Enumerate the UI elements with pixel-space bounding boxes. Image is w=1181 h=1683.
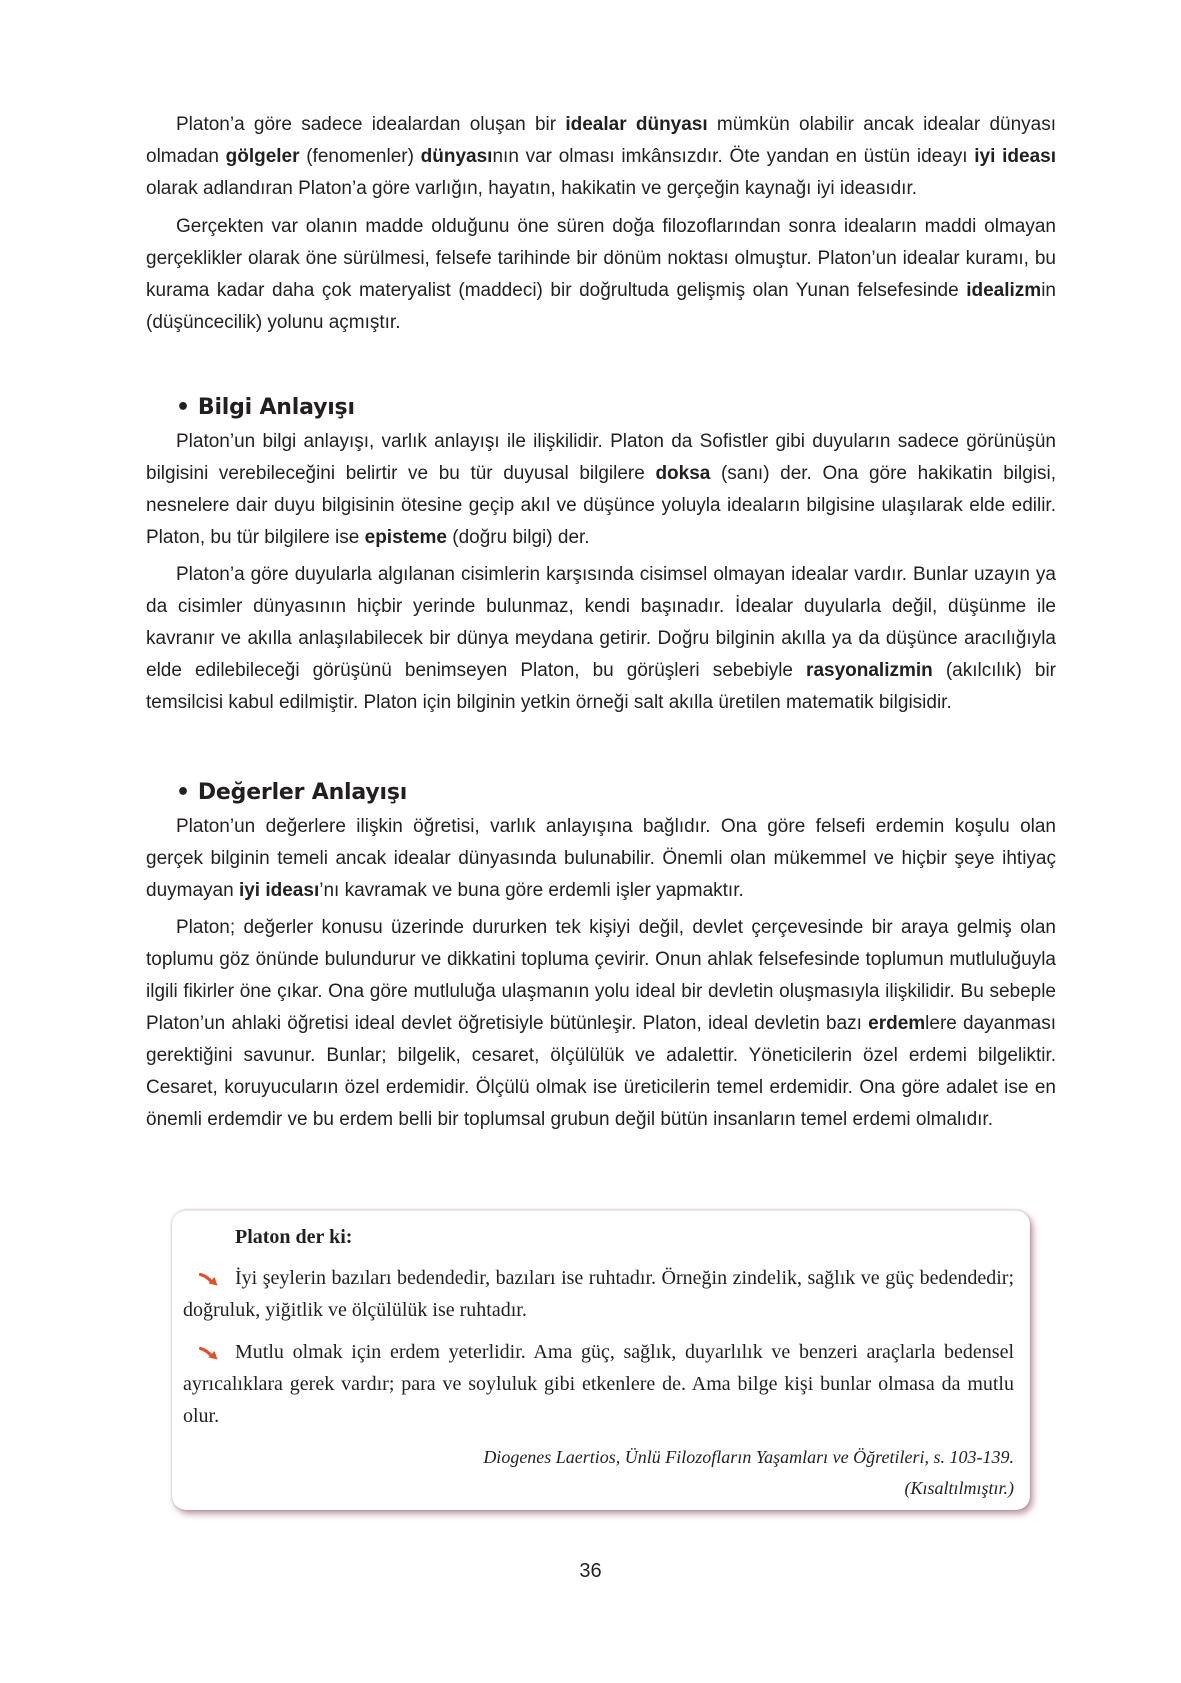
quote-source-citation: Diogenes Laertios, Ünlü Filozofların Yaşamları ve Öğretileri, s. 103-139. — [483, 1447, 1014, 1467]
key-term: erdem — [868, 1013, 926, 1034]
key-term: dünyası — [420, 146, 493, 167]
bullet-icon: • — [176, 395, 190, 420]
paragraph: Platon’un değerlere ilişkin öğretisi, varlık anlayışına bağlıdır. Ona göre felsefi erdemin koşulu olan gerçek bilginin temeli ancak idealar dünyasında bulunabilir. Önemli olan mükemmel ve hiçbir şeye ihtiyaç duymayan iyi ideası’nı kavramak ve buna göre erdemli işler yapmaktır. — [146, 816, 1056, 901]
key-term: idealar dünyası — [565, 114, 708, 135]
section-bilgi-anlayisi — [146, 392, 1056, 719]
intro-paragraph-2 — [146, 211, 1056, 339]
key-term: episteme — [364, 527, 447, 548]
key-term: gölgeler — [225, 146, 300, 167]
section-title: Değerler Anlayışı — [197, 780, 408, 805]
quote-item-text: İyi şeylerin bazıları bedendedir, bazıları ise ruhtadır. Örneğin zindelik, sağlık ve güç bedendedir; doğruluk, yiğitlik ve ölçülülük ise ruhtadır. — [183, 1267, 1014, 1321]
section-title: Bilgi Anlayışı — [197, 395, 355, 420]
curved-arrow-icon — [199, 1271, 219, 1287]
key-term: doksa — [655, 463, 711, 484]
quote-box — [172, 1210, 1030, 1510]
quote-title: Platon der ki: — [235, 1226, 353, 1248]
quote-item — [183, 1336, 1014, 1432]
section-heading — [176, 392, 1056, 424]
key-term: iyi ideası — [974, 146, 1056, 167]
intro-paragraph-1 — [146, 109, 1056, 205]
paragraph: Gerçekten var olanın madde olduğunu öne süren doğa filozoflarından sonra ideaların maddi olmayan gerçeklikler olarak öne sürülmesi, felsefe tarihinde bir dönüm noktası olmuştur. Platon’un idealar kuramı, bu kurama kadar daha çok materyalist (maddeci) bir doğrultuda gelişmiş olan Yunan felsefesinde idealizmin (düşüncecilik) yolunu açmıştır. — [146, 216, 1056, 333]
page-number: 36 — [579, 1560, 602, 1582]
paragraph: Platon’a göre duyularla algılanan cisimlerin karşısında cisimsel olmayan idealar vardır. Bunlar uzayın ya da cisimler dünyasının hiçbir yerinde bulunmaz, kendi başınadır. İdealar duyularla değil, düşünme ile kavranır ve akılla anlaşılabilecek bir dünya meydana getirir. Doğru bilginin akılla ya da düşünce aracılığıyla elde edilebileceği görüşünü benimseyen Platon, bu görüşleri sebebiyle rasyonalizmin (akılcılık) bir temsilcisi kabul edilmiştir. Platon için bilginin yetkin örneği salt akılla üretilen matematik bilgisidir. — [146, 564, 1056, 713]
paragraph: Platon’a göre sadece idealardan oluşan bir idealar dünyası mümkün olabilir ancak idealar dünyası olmadan gölgeler (fenomenler) dünyasının var olması imkânsızdır. Öte yandan en üstün ideayı iyi ideası olarak adlandıran Platon’a göre varlığın, hayatın, hakikatin ve gerçeğin kaynağı iyi ideasıdır. — [146, 114, 1056, 199]
key-term: iyi ideası — [238, 880, 320, 901]
key-term: rasyonalizmin — [806, 660, 933, 681]
key-term: idealizm — [966, 280, 1042, 301]
bullet-icon: • — [176, 780, 190, 805]
paragraph: Platon; değerler konusu üzerinde dururken tek kişiyi değil, devlet çerçevesinde bir araya gelmiş olan toplumu göz önünde bulundurur ve dikkatini topluma çevirir. Onun ahlak felsefesinde toplumun mutluluğuyla ilgili fikirler öne çıkar. Ona göre mutluluğa ulaşmanın yolu ideal bir devletin oluşmasıyla ilişkilidir. Bu sebeple Platon’un ahlaki öğretisi ideal devlet öğretisiyle bütünleşir. Platon, ideal devletin bazı erdemlere dayanması gerektiğini savunur. Bunlar; bilgelik, cesaret, ölçülülük ve adalettir. Yöneticilerin özel erdemi bilgeliktir. Cesaret, koruyucuların özel erdemidir. Ölçülü olmak ise üreticilerin temel erdemidir. Ona göre adalet ise en önemli erdemdir ve bu erdem belli bir toplumsal grubun değil bütün insanların temel erdemi olmalıdır. — [146, 917, 1056, 1130]
quote-item-text: Mutlu olmak için erdem yeterlidir. Ama güç, sağlık, duyarlılık ve benzeri araçlarla bedensel ayrıcalıklara gerek vardır; para ve soyluluk gibi etkenlere de. Ama bilge kişi bunlar olmasa da mutlu olur. — [183, 1341, 1014, 1427]
paragraph: Platon’un bilgi anlayışı, varlık anlayışı ile ilişkilidir. Platon da Sofistler gibi duyuların sadece görünüşün bilgisini verebileceğini belirtir ve bu tür duyusal bilgilere doksa (sanı) der. Ona göre hakikatin bilgisi, nesnelere dair duyu bilgisinin ötesine geçip akıl ve düşünce yoluyla ideaların bilgisine ulaşılarak elde edilir. Platon, bu tür bilgilere ise episteme (doğru bilgi) der. — [146, 431, 1056, 548]
quote-source-note: (Kısaltılmıştır.) — [904, 1478, 1014, 1498]
quote-source — [183, 1442, 1014, 1504]
section-degerler-anlayisi — [146, 777, 1056, 1136]
curved-arrow-icon — [199, 1345, 219, 1361]
quote-item — [183, 1262, 1014, 1326]
section-heading — [176, 777, 1056, 809]
